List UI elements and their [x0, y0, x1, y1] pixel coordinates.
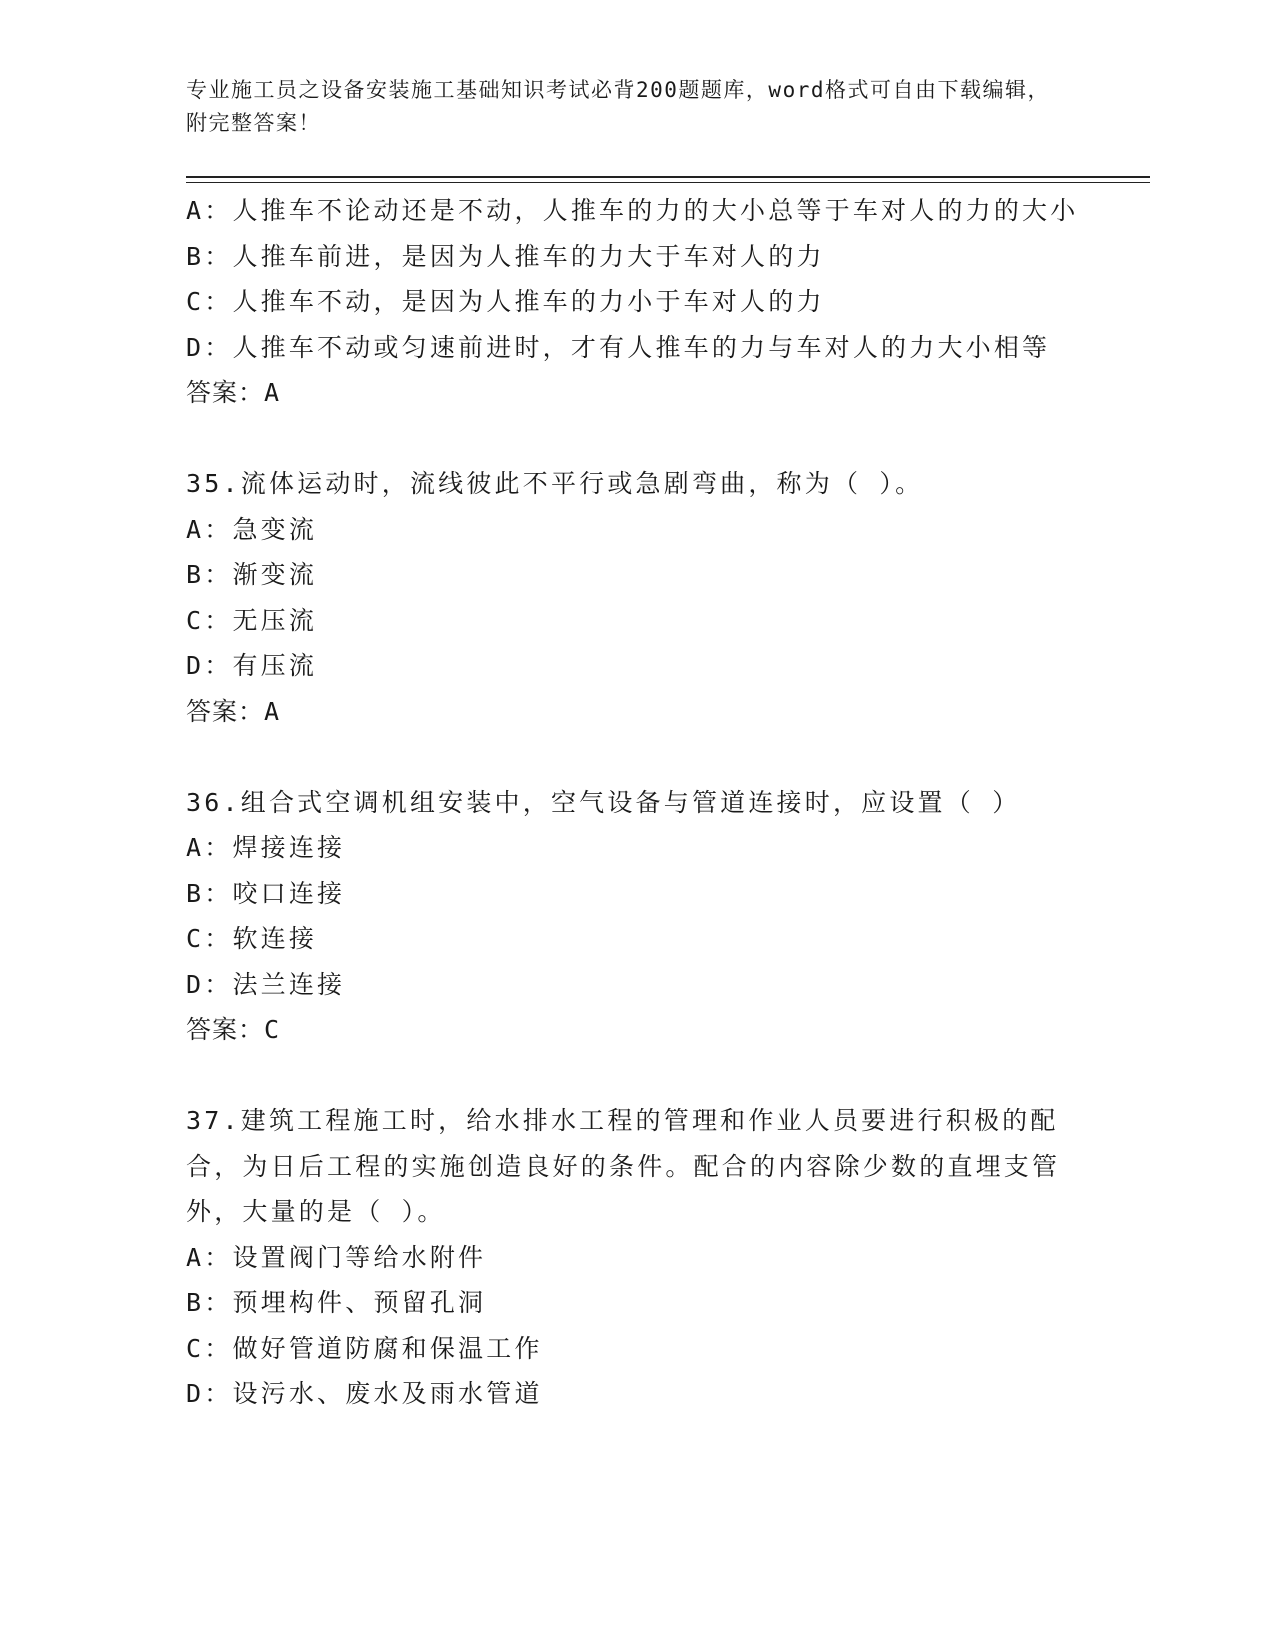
option-d: D：人推车不动或匀速前进时，才有人推车的力与车对人的力大小相等: [186, 332, 1051, 362]
question-text: 37.建筑工程施工时，给水排水工程的管理和作业人员要进行积极的配合，为日后工程的实施创造良好的条件。配合的内容除少数的直埋支管外，大量的是（ ）。: [186, 1106, 1061, 1226]
question-text: 35.流体运动时，流线彼此不平行或急剧弯曲，称为（ ）。: [186, 469, 924, 498]
question-37: [186, 1098, 1086, 1417]
option-c: C：无压流: [186, 605, 318, 635]
answer-label: 答案：: [186, 1015, 265, 1044]
question-list: [186, 188, 1086, 1417]
answer: [186, 689, 1086, 735]
question-35: [186, 461, 1086, 734]
answer-value: A: [264, 378, 281, 407]
answer: [186, 370, 1086, 416]
option-a: A：焊接连接: [186, 833, 346, 862]
option-c: C：人推车不动，是因为人推车的力小于车对人的力: [186, 287, 825, 316]
answer-value: C: [264, 1015, 281, 1044]
header-rule-thick: [186, 176, 1150, 178]
spacer: [186, 416, 1086, 462]
option-d: D：设污水、废水及雨水管道: [186, 1379, 543, 1408]
answer-value: A: [264, 696, 281, 726]
option-b: B：人推车前进，是因为人推车的力大于车对人的力: [186, 241, 825, 271]
document-title: 专业施工员之设备安装施工基础知识考试必背200题题库，word格式可自由下载编辑，附完整答案！: [186, 78, 1050, 135]
option-c: C：做好管道防腐和保温工作: [186, 1333, 543, 1363]
spacer: [186, 1053, 1086, 1099]
question-36: [186, 780, 1086, 1053]
spacer: [186, 734, 1086, 780]
option-a: A：设置阀门等给水附件: [186, 1242, 487, 1272]
option-b: B：渐变流: [186, 560, 318, 589]
header-rule-thin: [186, 182, 1150, 183]
option-a: A：急变流: [186, 514, 318, 544]
question-text: 36.组合式空调机组安装中，空气设备与管道连接时，应设置（ ）: [186, 787, 1021, 817]
answer-label: 答案：: [186, 378, 265, 407]
answer-label: 答案：: [186, 696, 265, 726]
answer: [186, 1007, 1086, 1053]
option-c: C：软连接: [186, 924, 318, 953]
option-d: D：法兰连接: [186, 969, 346, 999]
option-b: B：咬口连接: [186, 878, 346, 908]
question-34: [186, 188, 1086, 416]
option-a: A：人推车不论动还是不动，人推车的力的大小总等于车对人的力的大小: [186, 196, 1079, 225]
option-b: B：预埋构件、预留孔洞: [186, 1288, 487, 1317]
option-d: D：有压流: [186, 651, 318, 680]
